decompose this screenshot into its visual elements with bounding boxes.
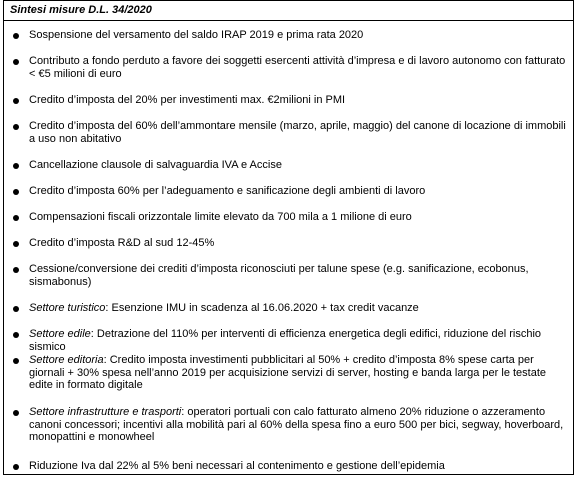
table-title: Sintesi misure D.L. 34/2020 — [10, 4, 152, 16]
item-text: Compensazioni fiscali orizzontale limite elevato da 700 mila a 1 milione di euro — [29, 211, 412, 223]
sector-description: : Esenzione IMU in scadenza al 16.06.2020 + tax credit vacanze — [105, 302, 419, 314]
bullet-icon — [13, 358, 19, 364]
sector-description: : operatori portuali con calo fatturato almeno 20% riduzione o azzeramento canoni concessori; incentivi alla mobilità pari al 60% della spesa fino a euro 500 per bici, segway, hoverboard, monopattini e monowheel — [29, 406, 564, 443]
bullet-icon — [13, 33, 19, 39]
bullet-icon — [13, 241, 19, 247]
bullet-icon — [13, 98, 19, 104]
bullet-icon — [13, 124, 19, 130]
item-text: Cessione/conversione dei crediti d’imposta riconosciuti per talune spese (e.g. sanificazione, ecobonus, sismabonus) — [29, 263, 529, 288]
sector-description: : Detrazione del 110% per interventi di efficienza energetica degli edifici, riduzione del rischio sismico — [29, 328, 542, 353]
summary-table — [3, 0, 574, 475]
item-text: Riduzione Iva dal 22% al 5% beni necessari al contenimento e gestione dell’epidemia — [29, 460, 445, 472]
item-text: Credito d’imposta del 60% dell’ammontare mensile (marzo, aprile, maggio) del canone di locazione di immobili a uso non abitativo — [29, 120, 566, 145]
item-text — [29, 328, 566, 353]
sector-label: Settore infrastrutture e trasporti — [29, 406, 182, 418]
bullet-icon — [13, 267, 19, 273]
sector-label: Settore edile — [29, 328, 91, 340]
item-text: Credito d’imposta R&D al sud 12-45% — [29, 237, 215, 249]
bullet-icon — [13, 464, 19, 470]
bullet-icon — [13, 163, 19, 169]
sector-description: : Credito imposta investimenti pubblicitari al 50% + credito d’imposta 8% spese carta per giornali + 30% spesa nell’anno 2019 per acquisizione servizi di server, hosting e banda larga per le testate edite in formato digitale — [29, 354, 547, 391]
bullet-icon — [13, 189, 19, 195]
bullet-icon — [13, 59, 19, 65]
sector-label: Settore editoria — [29, 354, 104, 366]
item-text — [29, 406, 566, 444]
item-text: Contributo a fondo perduto a favore dei soggetti esercenti attività d’impresa e di lavoro autonomo con fatturato < €5 milioni di euro — [29, 55, 566, 80]
title-cell — [4, 1, 573, 21]
item-text: Cancellazione clausole di salvaguardia IVA e Accise — [29, 159, 282, 171]
bullet-icon — [13, 215, 19, 221]
item-text — [29, 302, 566, 315]
item-text: Credito d’imposta del 20% per investimenti max. €2milioni in PMI — [29, 94, 346, 106]
item-text: Credito d’imposta 60% per l’adeguamento e sanificazione degli ambienti di lavoro — [29, 185, 426, 197]
item-text — [29, 354, 566, 392]
bullet-icon — [13, 332, 19, 338]
item-text: Sospensione del versamento del saldo IRAP 2019 e prima rata 2020 — [29, 29, 364, 41]
bullet-icon — [13, 410, 19, 416]
bullet-icon — [13, 306, 19, 312]
sector-label: Settore turistico — [29, 302, 106, 314]
